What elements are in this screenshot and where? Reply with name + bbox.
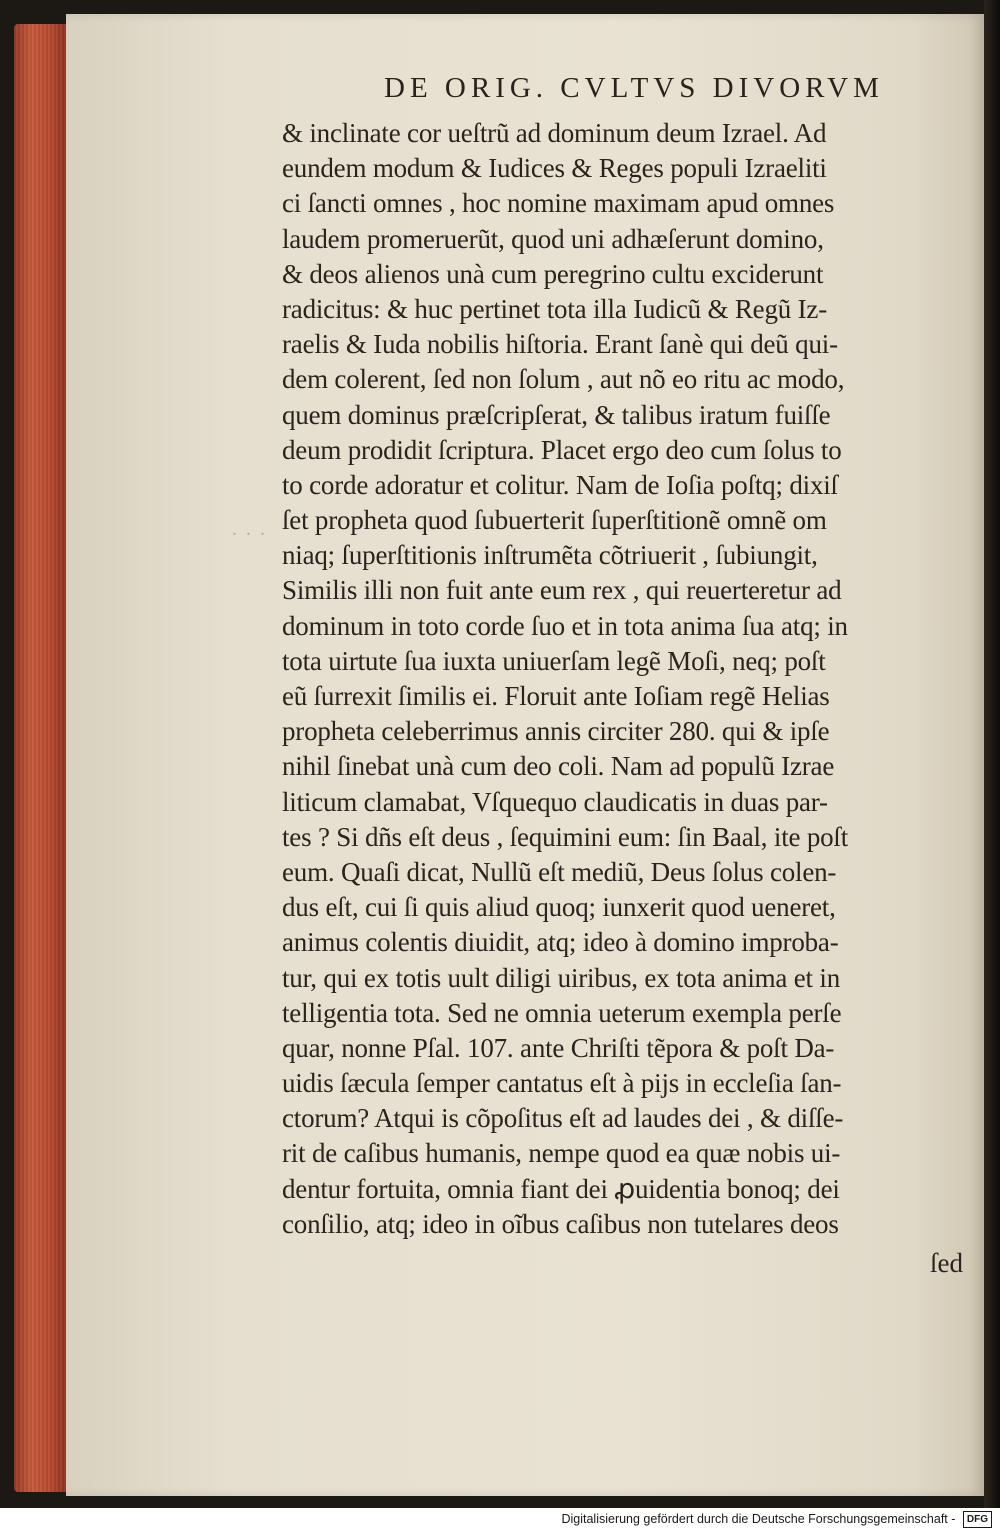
gutter-shadow <box>984 0 1000 1508</box>
text-line: quar, nonne Pſal. 107. ante Chriſti tẽpora & poſt Da- <box>282 1032 835 1063</box>
body-text <box>282 116 962 1242</box>
text-line: dominum in toto corde ſuo et in tota anima ſua atq; in <box>282 610 848 641</box>
text-line: niaq; ſuperſtitionis inſtrumẽta cõtriuerit , ſubiungit, <box>282 540 818 571</box>
digitization-footer <box>0 1508 1000 1532</box>
text-line: propheta celeberrimus annis circiter 280. qui & ipſe <box>282 716 830 747</box>
text-line: eundem modum & Iudices & Reges populi Izraeliti <box>282 153 827 184</box>
text-line: ſet propheta quod ſubuerterit ſuperſtitionẽ omnẽ om <box>282 505 827 536</box>
text-line: deum prodidit ſcriptura. Placet ergo deo cum ſolus to <box>282 434 842 465</box>
red-page-edges <box>14 24 66 1492</box>
text-line: ctorum? Atqui is cõpoſitus eſt ad laudes dei , & diſſe- <box>282 1103 844 1134</box>
text-line: & deos alienos unà cum peregrino cultu exciderunt <box>282 258 824 289</box>
text-line: uidis ſæcula ſemper cantatus eſt à pijs in eccleſia ſan- <box>282 1068 842 1099</box>
text-line: dentur fortuita, omnia fiant dei ꝓuidentia bonoq; dei <box>282 1173 840 1204</box>
text-line: animus colentis diuidit, atq; ideo à domino improba- <box>282 927 839 958</box>
text-line: eum. Quaſi dicat, Nullũ eſt mediũ, Deus ſolus colen- <box>282 856 837 887</box>
text-line: & inclinate cor ueſtrũ ad dominum deum Izrael. Ad <box>282 118 827 148</box>
dfg-logo: DFG <box>963 1511 992 1528</box>
text-line: laudem promeruerũt, quod uni adhæſerunt domino, <box>282 223 824 254</box>
text-line: tes ? Si dñs eſt deus , ſequimini eum: ſin Baal, ite poſt <box>282 821 849 852</box>
text-line: eũ ſurrexit ſimilis ei. Floruit ante Ioſiam regẽ Helias <box>282 681 830 711</box>
text-line: quem dominus præſcripſerat, & talibus iratum fuiſſe <box>282 399 831 430</box>
margin-marks: . . . <box>232 518 267 540</box>
text-line: radicitus: & huc pertinet tota illa Iudicũ & Regũ Iz- <box>282 293 827 324</box>
text-line: to corde adoratur et colitur. Nam de Ioſia poſtq; dixiſ <box>282 469 838 500</box>
text-line: dus eſt, cui ſi quis aliud quoq; iunxerit quod ueneret, <box>282 892 836 923</box>
text-line: liticum clamabat, Vſquequo claudicatis in duas par- <box>282 786 828 817</box>
text-line: raelis & Iuda nobilis hiſtoria. Erant ſanè qui deũ qui- <box>282 329 838 360</box>
text-line: rit de caſibus humanis, nempe quod ea quæ nobis ui- <box>282 1138 841 1169</box>
text-line: nihil ſinebat unà cum deo coli. Nam ad populũ Izrae <box>282 751 835 782</box>
text-line: tur, qui ex totis uult diligi uiribus, ex tota anima et in <box>282 962 840 993</box>
footer-credit-text: Digitalisierung gefördert durch die Deutsche Forschungsgemeinschaft - <box>561 1511 956 1526</box>
text-line: telligentia tota. Sed ne omnia ueterum exempla perſe <box>282 997 842 1028</box>
catchword: ſed <box>930 1248 963 1278</box>
running-head: DE ORIG. CVLTVS DIVORVM <box>384 72 884 104</box>
text-line: ci ſancti omnes , hoc nomine maximam apud omnes <box>282 188 835 219</box>
text-line: conſilio, atq; ideo in oĩbus caſibus non tutelares deos <box>282 1208 839 1239</box>
text-line: dem colerent, ſed non ſolum , aut nõ eo ritu ac modo, <box>282 364 845 395</box>
text-line: tota uirtute ſua iuxta uniuerſam legẽ Moſi, neq; poſt <box>282 645 826 676</box>
text-line: Similis illi non fuit ante eum rex , qui reuerteretur ad <box>282 575 842 606</box>
footer-credit <box>561 1511 992 1528</box>
